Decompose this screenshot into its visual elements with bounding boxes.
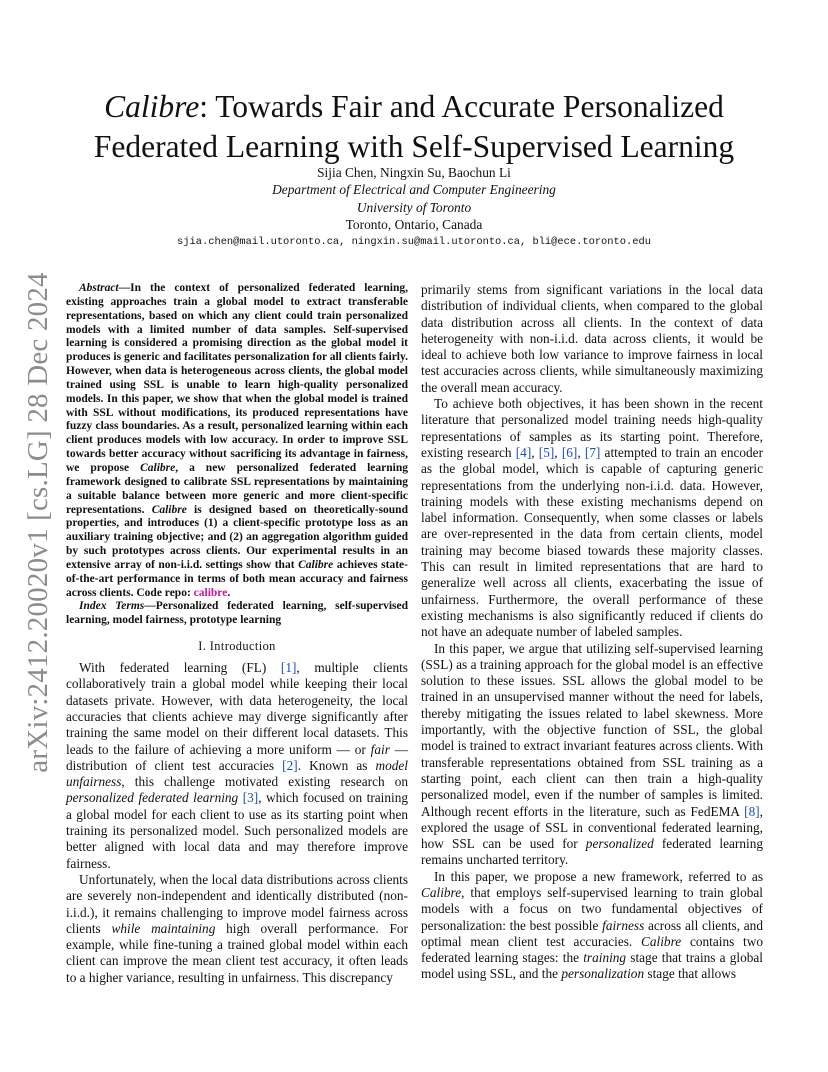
- citation-link[interactable]: [8]: [744, 803, 760, 819]
- abstract-text: is designed based on theoretically-sound properties, and introduces (1) a client-specific prototype loss as an auxiliary training objective; and (2) an aggregation algorithm guided by such prototypes across clients. Our experimental results in an extensive array of non-i.i.d. settings show that: [66, 503, 408, 571]
- paragraph-text: ,: [531, 444, 539, 460]
- paragraph-text: high overall performance. For example, while fine-tuning a trained global model within each client can improve the mean client test accuracy, it often leads to a higher variance, resulting in unfairness. This discrepancy: [66, 920, 408, 985]
- abstract-framework-name: Calibre: [140, 461, 176, 474]
- paragraph-text: , multiple clients collaboratively train a global model while keeping their local datasets private. However, with data heterogeneity, the local accuracies that clients achieve may diverge significantly after training the same model on their different local datasets. This leads to the failure of achieving a more uniform — or: [66, 660, 408, 757]
- intro-paragraph-2: [66, 872, 408, 986]
- abstract-label: Abstract: [79, 282, 119, 294]
- citation-link[interactable]: [2]: [282, 757, 298, 773]
- author-names: Sijia Chen, Ningxin Su, Baochun Li: [317, 165, 511, 180]
- arxiv-id-text: arXiv:2412.20020v1 [cs.LG] 28 Dec 2024: [21, 271, 54, 773]
- author-department: Department of Electrical and Computer Engineering: [272, 182, 556, 198]
- paragraph-text: . Known as: [297, 757, 376, 773]
- code-repo-link[interactable]: calibre: [193, 586, 228, 599]
- abstract-framework-name: Calibre: [298, 558, 334, 571]
- index-terms: [66, 600, 408, 628]
- right-paragraph-2: [421, 641, 763, 869]
- index-terms-text: —Personalized federated learning, self-supervised learning, model fairness, prototype learning: [66, 600, 409, 627]
- right-paragraph-3: [421, 869, 763, 983]
- abstract-framework-name: Calibre: [151, 503, 187, 516]
- paper-title: [60, 87, 768, 167]
- author-location: Toronto, Ontario, Canada: [345, 217, 483, 233]
- author-block: [60, 164, 768, 251]
- author-university: University of Toronto: [356, 199, 472, 215]
- paragraph-text: , that employs self-supervised learning to train global models with a focus on two fundamental objectives of personalization: the best possible: [421, 884, 763, 933]
- paragraph-text: federated learning remains uncharted territory.: [421, 836, 763, 868]
- emphasis-text: fairness: [602, 917, 645, 933]
- right-column: [421, 282, 763, 983]
- paragraph-text: , explored the usage of SSL in conventional federated learning, how SSL can be used for: [421, 803, 763, 852]
- author-emails: sjia.chen@mail.utoronto.ca, ningxin.su@mail.utoronto.ca, bli@ece.toronto.edu: [177, 235, 651, 248]
- section-heading-introduction: I. Introduction: [198, 639, 276, 654]
- title-rest: : Towards Fair and Accurate Personalized Federated Learning with Self-Supervised Learning: [93, 89, 735, 165]
- abstract-text: —In the context of personalized federated learning, existing approaches train a global model to extract transferable representations, based on which any client could train personalized models with a limited number of data samples. Self-supervised learning is considered a promising direction as the global model it produces is generic and facilitates personalization for all clients fairly. However, when data is heterogeneous across clients, the global model trained using SSL is unable to learn high-quality personalized models. In this paper, we show that when the global model is trained with SSL without modifications, its produced representations have fuzzy class boundaries. As a result, personalized learning within each client produces models with low accuracy. In order to improve SSL towards better accuracy without sacrificing its advantage in fairness, we propose: [66, 282, 408, 474]
- paragraph-text: , this challenge motivated existing research on: [121, 774, 408, 790]
- paragraph-text: With federated learning (FL): [79, 660, 281, 676]
- citation-link[interactable]: [7]: [584, 444, 601, 460]
- paragraph-text: To achieve both objectives, it has been shown in the recent literature that personalized model training needs high-quality representations of samples as its starting point. Therefore, existing research: [421, 396, 763, 460]
- citation-link[interactable]: [5]: [538, 444, 555, 460]
- emphasis-text: training: [583, 950, 627, 966]
- paragraph-text: attempted to train an encoder as the global model, which is capable of capturing generic representations from the underlying non-i.i.d. data. However, training models with these existing mechanisms depend on label information. Consequently, when some classes or labels are over-represented in the data from certain clients, model training may become biased towards these majority classes. This can result in limited representations that are hard to generalize well across all clients, exacerbating the issue of unfairness. Furthermore, the overall performance of these existing mechanisms is also significantly reduced if clients do not have an adequate number of labeled samples.: [421, 444, 764, 640]
- citation-link[interactable]: [4]: [515, 444, 532, 460]
- paragraph-text: In this paper, we argue that utilizing self-supervised learning (SSL) as a training approach for the global model is an effective solution to these issues. SSL allows the global model to be trained in an unsupervised manner without the need for labels, thereby mitigating the issues related to label skewness. More importantly, with the objective function of SSL, the global model is trained to extract invariant features across clients. With transferable representations obtained from SSL training as a starting point, each client can then train a high-quality personalized model, even if the number of samples is limited. Although recent efforts in the literature, such as FedEMA: [421, 640, 763, 819]
- citation-link[interactable]: [6]: [561, 444, 578, 460]
- abstract-text: , a new personalized federated learning framework designed to calibrate SSL representations by maintaining a suitable balance between more generic and more client-specific representations.: [66, 461, 408, 516]
- emphasis-text: personalization: [561, 966, 645, 982]
- abstract-text: achieves state-of-the-art performance in terms of both mean accuracy and fairness across clients. Code repo:: [66, 558, 408, 599]
- emphasis-text: Calibre: [421, 884, 462, 900]
- title-italic-name: Calibre: [104, 89, 200, 125]
- paragraph-text: ,: [577, 444, 585, 460]
- paragraph-text: Unfortunately, when the local data distributions across clients are severely non-independent and identically distributed (non-i.i.d.), it remains challenging to improve model fairness across clients: [66, 871, 408, 936]
- paragraph-text: In this paper, we propose a new framework, referred to as: [434, 868, 763, 884]
- emphasis-text: Calibre: [641, 933, 682, 949]
- right-paragraph-0: primarily stems from significant variations in the local data distribution of individual clients, when compared to the global data distribution across all clients. In the context of data heterogeneity with non-i.i.d. data across clients, it would be ideal to achieve both low variance to improve fairness in local test accuracies across clients, while simultaneously maximizing the overall mean accuracy.: [421, 282, 763, 395]
- abstract-text: .: [227, 586, 231, 599]
- emphasis-text: personalized federated learning: [66, 790, 239, 806]
- arxiv-identifier-watermark: [21, 271, 54, 773]
- emphasis-text: while maintaining: [111, 920, 216, 936]
- abstract: [66, 282, 408, 600]
- citation-link[interactable]: [1]: [280, 660, 297, 676]
- paragraph-text: stage that trains a global model using SSL, and the: [421, 950, 763, 982]
- intro-paragraph-1: [66, 660, 408, 872]
- paragraph-text: stage that allows: [644, 966, 737, 982]
- paragraph-text: , which focused on training a global model for each client to use as its starting point when training its personalized model. Such personalized models are better aligned with local data and may therefore improve fairness.: [66, 790, 409, 871]
- emphasis-text: model unfairness: [66, 757, 408, 790]
- right-paragraph-1: [421, 396, 763, 640]
- emphasis-text: fair: [370, 741, 390, 757]
- emphasis-text: personalized: [585, 836, 654, 852]
- citation-link[interactable]: [3]: [242, 790, 259, 806]
- paragraph-text: — distribution of client test accuracies: [66, 741, 408, 773]
- index-terms-label: Index Terms: [79, 600, 145, 613]
- paragraph-text: contains two federated learning stages: the: [421, 933, 763, 966]
- paragraph-text: ,: [554, 444, 562, 460]
- left-column: [66, 282, 408, 986]
- paragraph-text: across all clients, and optimal mean client test accuracies.: [421, 917, 763, 949]
